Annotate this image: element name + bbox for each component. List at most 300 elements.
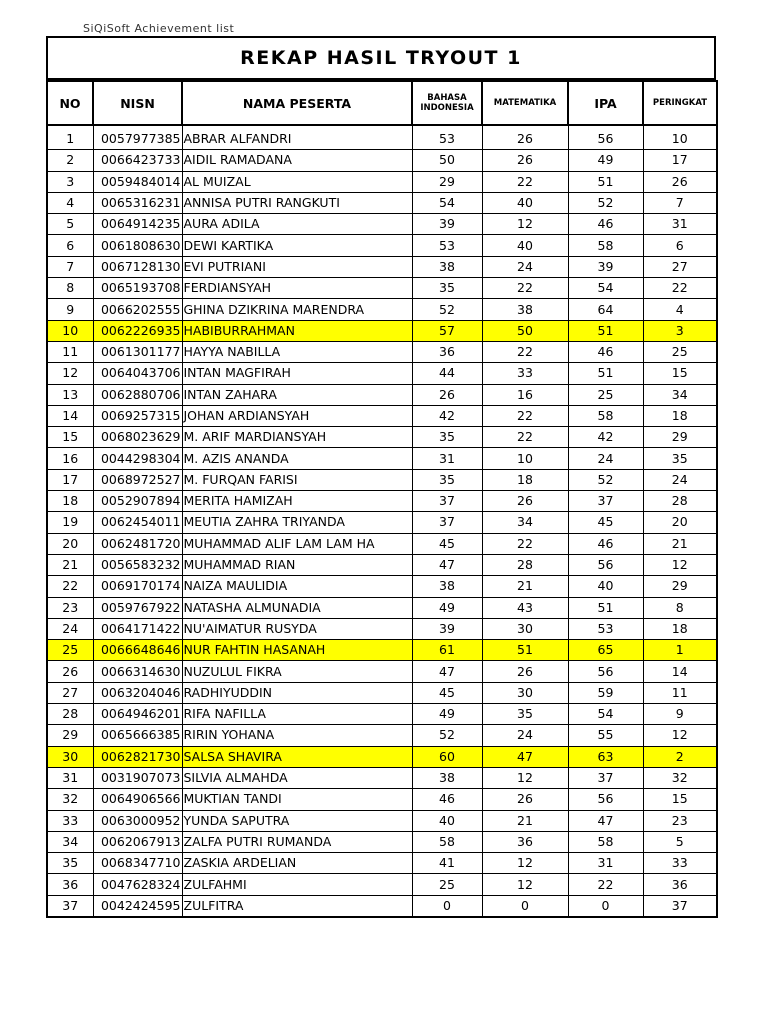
cell-matematika: 12 (482, 214, 568, 235)
cell-matematika: 51 (482, 640, 568, 661)
cell-matematika: 24 (482, 256, 568, 277)
cell-nisn: 0069257315 (93, 405, 182, 426)
cell-ipa: 52 (568, 192, 643, 213)
cell-nama: INTAN MAGFIRAH (182, 363, 412, 384)
cell-ipa: 56 (568, 789, 643, 810)
cell-no: 7 (47, 256, 93, 277)
cell-no: 8 (47, 278, 93, 299)
cell-peringkat: 32 (643, 767, 717, 788)
cell-bahasa-indonesia: 36 (412, 341, 482, 362)
cell-bahasa-indonesia: 0 (412, 895, 482, 917)
cell-nisn: 0065316231 (93, 192, 182, 213)
cell-no: 31 (47, 767, 93, 788)
col-header-nama: NAMA PESERTA (182, 81, 412, 125)
cell-peringkat: 9 (643, 704, 717, 725)
cell-bahasa-indonesia: 52 (412, 299, 482, 320)
cell-nama: AURA ADILA (182, 214, 412, 235)
cell-bahasa-indonesia: 52 (412, 725, 482, 746)
cell-nisn: 0062821730 (93, 746, 182, 767)
cell-nisn: 0068023629 (93, 427, 182, 448)
table-row (47, 640, 717, 661)
cell-ipa: 56 (568, 661, 643, 682)
cell-nisn: 0047628324 (93, 874, 182, 895)
cell-peringkat: 29 (643, 576, 717, 597)
cell-no: 13 (47, 384, 93, 405)
cell-nama: ANNISA PUTRI RANGKUTI (182, 192, 412, 213)
cell-matematika: 33 (482, 363, 568, 384)
cell-ipa: 37 (568, 491, 643, 512)
table-row (47, 853, 717, 874)
cell-matematika: 40 (482, 192, 568, 213)
cell-peringkat: 10 (643, 125, 717, 150)
cell-peringkat: 36 (643, 874, 717, 895)
cell-bahasa-indonesia: 60 (412, 746, 482, 767)
cell-matematika: 30 (482, 682, 568, 703)
cell-nama: NUR FAHTIN HASANAH (182, 640, 412, 661)
cell-peringkat: 18 (643, 618, 717, 639)
cell-ipa: 54 (568, 704, 643, 725)
cell-nama: NATASHA ALMUNADIA (182, 597, 412, 618)
cell-nama: RIRIN YOHANA (182, 725, 412, 746)
cell-ipa: 56 (568, 554, 643, 575)
cell-ipa: 54 (568, 278, 643, 299)
cell-matematika: 22 (482, 341, 568, 362)
cell-matematika: 28 (482, 554, 568, 575)
cell-matematika: 34 (482, 512, 568, 533)
cell-nisn: 0061301177 (93, 341, 182, 362)
cell-matematika: 24 (482, 725, 568, 746)
cell-bahasa-indonesia: 40 (412, 810, 482, 831)
cell-matematika: 26 (482, 789, 568, 810)
cell-ipa: 39 (568, 256, 643, 277)
table-row (47, 214, 717, 235)
cell-peringkat: 1 (643, 640, 717, 661)
table-row (47, 618, 717, 639)
cell-no: 9 (47, 299, 93, 320)
cell-matematika: 22 (482, 405, 568, 426)
cell-nisn: 0065193708 (93, 278, 182, 299)
cell-no: 29 (47, 725, 93, 746)
cell-bahasa-indonesia: 58 (412, 831, 482, 852)
cell-bahasa-indonesia: 46 (412, 789, 482, 810)
cell-matematika: 26 (482, 661, 568, 682)
cell-matematika: 0 (482, 895, 568, 917)
cell-nama: JOHAN ARDIANSYAH (182, 405, 412, 426)
cell-ipa: 64 (568, 299, 643, 320)
cell-bahasa-indonesia: 25 (412, 874, 482, 895)
table-row (47, 554, 717, 575)
table-row (47, 895, 717, 917)
cell-nisn: 0066423733 (93, 150, 182, 171)
cell-peringkat: 12 (643, 554, 717, 575)
cell-no: 36 (47, 874, 93, 895)
cell-ipa: 37 (568, 767, 643, 788)
cell-peringkat: 11 (643, 682, 717, 703)
cell-nisn: 0059767922 (93, 597, 182, 618)
table-row (47, 405, 717, 426)
cell-bahasa-indonesia: 47 (412, 661, 482, 682)
cell-bahasa-indonesia: 38 (412, 256, 482, 277)
cell-ipa: 46 (568, 341, 643, 362)
cell-nama: M. FURQAN FARISI (182, 469, 412, 490)
cell-no: 21 (47, 554, 93, 575)
cell-nisn: 0069170174 (93, 576, 182, 597)
cell-peringkat: 23 (643, 810, 717, 831)
cell-nisn: 0052907894 (93, 491, 182, 512)
results-sheet (46, 36, 716, 918)
cell-ipa: 24 (568, 448, 643, 469)
cell-nama: HABIBURRAHMAN (182, 320, 412, 341)
cell-no: 28 (47, 704, 93, 725)
cell-ipa: 63 (568, 746, 643, 767)
cell-ipa: 51 (568, 320, 643, 341)
table-row (47, 363, 717, 384)
cell-no: 11 (47, 341, 93, 362)
cell-nisn: 0042424595 (93, 895, 182, 917)
cell-ipa: 25 (568, 384, 643, 405)
cell-bahasa-indonesia: 37 (412, 512, 482, 533)
cell-matematika: 18 (482, 469, 568, 490)
cell-nisn: 0066648646 (93, 640, 182, 661)
table-row (47, 704, 717, 725)
cell-bahasa-indonesia: 50 (412, 150, 482, 171)
cell-matematika: 12 (482, 853, 568, 874)
cell-matematika: 26 (482, 150, 568, 171)
cell-bahasa-indonesia: 44 (412, 363, 482, 384)
cell-nisn: 0063000952 (93, 810, 182, 831)
cell-nama: DEWI KARTIKA (182, 235, 412, 256)
cell-matematika: 12 (482, 767, 568, 788)
cell-nama: NUZULUL FIKRA (182, 661, 412, 682)
cell-matematika: 21 (482, 576, 568, 597)
cell-nama: MERITA HAMIZAH (182, 491, 412, 512)
table-row (47, 469, 717, 490)
cell-nisn: 0062067913 (93, 831, 182, 852)
cell-bahasa-indonesia: 57 (412, 320, 482, 341)
cell-ipa: 46 (568, 533, 643, 554)
cell-ipa: 59 (568, 682, 643, 703)
cell-nisn: 0064914235 (93, 214, 182, 235)
col-header-bahasa-line2: INDONESIA (420, 103, 474, 113)
cell-peringkat: 21 (643, 533, 717, 554)
cell-matematika: 22 (482, 171, 568, 192)
cell-no: 19 (47, 512, 93, 533)
cell-nisn: 0059484014 (93, 171, 182, 192)
cell-ipa: 42 (568, 427, 643, 448)
cell-bahasa-indonesia: 41 (412, 853, 482, 874)
cell-ipa: 52 (568, 469, 643, 490)
cell-nama: HAYYA NABILLA (182, 341, 412, 362)
cell-peringkat: 33 (643, 853, 717, 874)
col-header-ipa: IPA (568, 81, 643, 125)
table-row (47, 256, 717, 277)
cell-no: 14 (47, 405, 93, 426)
table-row (47, 874, 717, 895)
cell-no: 16 (47, 448, 93, 469)
cell-peringkat: 35 (643, 448, 717, 469)
cell-no: 34 (47, 831, 93, 852)
cell-nama: EVI PUTRIANI (182, 256, 412, 277)
table-row (47, 725, 717, 746)
cell-peringkat: 6 (643, 235, 717, 256)
cell-matematika: 26 (482, 125, 568, 150)
cell-no: 10 (47, 320, 93, 341)
cell-bahasa-indonesia: 35 (412, 427, 482, 448)
cell-bahasa-indonesia: 35 (412, 278, 482, 299)
cell-bahasa-indonesia: 35 (412, 469, 482, 490)
cell-peringkat: 14 (643, 661, 717, 682)
table-row (47, 278, 717, 299)
cell-nama: INTAN ZAHARA (182, 384, 412, 405)
cell-peringkat: 34 (643, 384, 717, 405)
cell-ipa: 65 (568, 640, 643, 661)
cell-bahasa-indonesia: 54 (412, 192, 482, 213)
cell-nisn: 0066202555 (93, 299, 182, 320)
cell-matematika: 21 (482, 810, 568, 831)
table-row (47, 235, 717, 256)
table-row (47, 341, 717, 362)
cell-bahasa-indonesia: 45 (412, 682, 482, 703)
cell-ipa: 47 (568, 810, 643, 831)
cell-nama: RADHIYUDDIN (182, 682, 412, 703)
cell-bahasa-indonesia: 29 (412, 171, 482, 192)
table-row (47, 746, 717, 767)
cell-matematika: 16 (482, 384, 568, 405)
cell-nama: MEUTIA ZAHRA TRIYANDA (182, 512, 412, 533)
table-row (47, 831, 717, 852)
cell-peringkat: 29 (643, 427, 717, 448)
table-row (47, 576, 717, 597)
table-row (47, 533, 717, 554)
cell-no: 24 (47, 618, 93, 639)
table-row (47, 597, 717, 618)
cell-peringkat: 4 (643, 299, 717, 320)
cell-peringkat: 3 (643, 320, 717, 341)
cell-peringkat: 22 (643, 278, 717, 299)
app-label: SiQiSoft Achievement list (83, 22, 235, 35)
cell-peringkat: 20 (643, 512, 717, 533)
table-row (47, 150, 717, 171)
cell-no: 26 (47, 661, 93, 682)
cell-peringkat: 17 (643, 150, 717, 171)
cell-nisn: 0064906566 (93, 789, 182, 810)
cell-peringkat: 27 (643, 256, 717, 277)
cell-nama: M. ARIF MARDIANSYAH (182, 427, 412, 448)
cell-nama: SALSA SHAVIRA (182, 746, 412, 767)
cell-bahasa-indonesia: 53 (412, 125, 482, 150)
cell-nisn: 0068347710 (93, 853, 182, 874)
cell-bahasa-indonesia: 61 (412, 640, 482, 661)
cell-ipa: 51 (568, 171, 643, 192)
cell-nisn: 0031907073 (93, 767, 182, 788)
cell-peringkat: 7 (643, 192, 717, 213)
cell-no: 37 (47, 895, 93, 917)
cell-no: 18 (47, 491, 93, 512)
col-header-matematika: MATEMATIKA (482, 81, 568, 125)
cell-ipa: 40 (568, 576, 643, 597)
cell-nama: MUHAMMAD ALIF LAM LAM HA (182, 533, 412, 554)
cell-ipa: 31 (568, 853, 643, 874)
cell-ipa: 58 (568, 405, 643, 426)
cell-nisn: 0044298304 (93, 448, 182, 469)
cell-no: 30 (47, 746, 93, 767)
cell-nama: NAIZA MAULIDIA (182, 576, 412, 597)
cell-bahasa-indonesia: 42 (412, 405, 482, 426)
cell-no: 25 (47, 640, 93, 661)
cell-matematika: 50 (482, 320, 568, 341)
cell-nisn: 0064043706 (93, 363, 182, 384)
cell-matematika: 12 (482, 874, 568, 895)
table-header-row (47, 81, 717, 125)
cell-nama: YUNDA SAPUTRA (182, 810, 412, 831)
cell-peringkat: 24 (643, 469, 717, 490)
cell-nama: M. AZIS ANANDA (182, 448, 412, 469)
cell-no: 27 (47, 682, 93, 703)
cell-ipa: 56 (568, 125, 643, 150)
cell-nisn: 0062226935 (93, 320, 182, 341)
cell-bahasa-indonesia: 53 (412, 235, 482, 256)
cell-nisn: 0056583232 (93, 554, 182, 575)
cell-ipa: 22 (568, 874, 643, 895)
table-row (47, 299, 717, 320)
cell-bahasa-indonesia: 31 (412, 448, 482, 469)
cell-no: 32 (47, 789, 93, 810)
cell-bahasa-indonesia: 47 (412, 554, 482, 575)
cell-nama: NU'AIMATUR RUSYDA (182, 618, 412, 639)
cell-ipa: 51 (568, 363, 643, 384)
table-row (47, 810, 717, 831)
cell-nama: ZULFITRA (182, 895, 412, 917)
table-row (47, 682, 717, 703)
cell-no: 1 (47, 125, 93, 150)
table-row (47, 171, 717, 192)
results-table (46, 80, 718, 918)
cell-peringkat: 2 (643, 746, 717, 767)
cell-ipa: 45 (568, 512, 643, 533)
cell-bahasa-indonesia: 38 (412, 576, 482, 597)
cell-ipa: 46 (568, 214, 643, 235)
cell-nama: AL MUIZAL (182, 171, 412, 192)
cell-no: 20 (47, 533, 93, 554)
cell-peringkat: 25 (643, 341, 717, 362)
cell-bahasa-indonesia: 49 (412, 597, 482, 618)
cell-no: 6 (47, 235, 93, 256)
table-row (47, 192, 717, 213)
cell-matematika: 35 (482, 704, 568, 725)
cell-no: 2 (47, 150, 93, 171)
table-row (47, 491, 717, 512)
cell-nama: ZASKIA ARDELIAN (182, 853, 412, 874)
cell-ipa: 58 (568, 831, 643, 852)
cell-nisn: 0062880706 (93, 384, 182, 405)
cell-peringkat: 18 (643, 405, 717, 426)
cell-ipa: 51 (568, 597, 643, 618)
cell-matematika: 22 (482, 278, 568, 299)
cell-bahasa-indonesia: 49 (412, 704, 482, 725)
cell-ipa: 53 (568, 618, 643, 639)
cell-no: 12 (47, 363, 93, 384)
cell-nisn: 0067128130 (93, 256, 182, 277)
cell-matematika: 26 (482, 491, 568, 512)
cell-matematika: 10 (482, 448, 568, 469)
cell-nisn: 0062481720 (93, 533, 182, 554)
cell-matematika: 36 (482, 831, 568, 852)
cell-nisn: 0063204046 (93, 682, 182, 703)
cell-nama: ABRAR ALFANDRI (182, 125, 412, 150)
cell-no: 15 (47, 427, 93, 448)
cell-peringkat: 8 (643, 597, 717, 618)
cell-peringkat: 37 (643, 895, 717, 917)
cell-no: 23 (47, 597, 93, 618)
cell-matematika: 22 (482, 533, 568, 554)
cell-ipa: 58 (568, 235, 643, 256)
cell-nisn: 0066314630 (93, 661, 182, 682)
cell-matematika: 30 (482, 618, 568, 639)
cell-nama: GHINA DZIKRINA MARENDRA (182, 299, 412, 320)
table-row (47, 427, 717, 448)
cell-ipa: 0 (568, 895, 643, 917)
cell-ipa: 55 (568, 725, 643, 746)
cell-nisn: 0068972527 (93, 469, 182, 490)
cell-nama: FERDIANSYAH (182, 278, 412, 299)
cell-no: 17 (47, 469, 93, 490)
cell-peringkat: 28 (643, 491, 717, 512)
table-row (47, 448, 717, 469)
table-row (47, 320, 717, 341)
cell-nama: SILVIA ALMAHDA (182, 767, 412, 788)
cell-peringkat: 5 (643, 831, 717, 852)
cell-no: 3 (47, 171, 93, 192)
col-header-nisn: NISN (93, 81, 182, 125)
sheet-title: REKAP HASIL TRYOUT 1 (46, 36, 716, 80)
cell-no: 22 (47, 576, 93, 597)
cell-nama: ZALFA PUTRI RUMANDA (182, 831, 412, 852)
cell-nisn: 0065666385 (93, 725, 182, 746)
cell-peringkat: 31 (643, 214, 717, 235)
table-row (47, 125, 717, 150)
cell-no: 4 (47, 192, 93, 213)
col-header-peringkat: PERINGKAT (643, 81, 717, 125)
cell-bahasa-indonesia: 26 (412, 384, 482, 405)
cell-peringkat: 15 (643, 363, 717, 384)
cell-bahasa-indonesia: 37 (412, 491, 482, 512)
cell-bahasa-indonesia: 39 (412, 618, 482, 639)
table-row (47, 384, 717, 405)
col-header-bahasa-indonesia (412, 81, 482, 125)
cell-no: 33 (47, 810, 93, 831)
table-row (47, 661, 717, 682)
col-header-no: NO (47, 81, 93, 125)
cell-nama: ZULFAHMI (182, 874, 412, 895)
cell-bahasa-indonesia: 39 (412, 214, 482, 235)
cell-matematika: 43 (482, 597, 568, 618)
cell-matematika: 22 (482, 427, 568, 448)
cell-nama: MUHAMMAD RIAN (182, 554, 412, 575)
cell-ipa: 49 (568, 150, 643, 171)
cell-bahasa-indonesia: 45 (412, 533, 482, 554)
cell-no: 5 (47, 214, 93, 235)
cell-peringkat: 15 (643, 789, 717, 810)
cell-no: 35 (47, 853, 93, 874)
cell-matematika: 38 (482, 299, 568, 320)
cell-bahasa-indonesia: 38 (412, 767, 482, 788)
cell-matematika: 40 (482, 235, 568, 256)
cell-nama: AIDIL RAMADANA (182, 150, 412, 171)
cell-nisn: 0061808630 (93, 235, 182, 256)
table-row (47, 789, 717, 810)
cell-matematika: 47 (482, 746, 568, 767)
table-row (47, 512, 717, 533)
